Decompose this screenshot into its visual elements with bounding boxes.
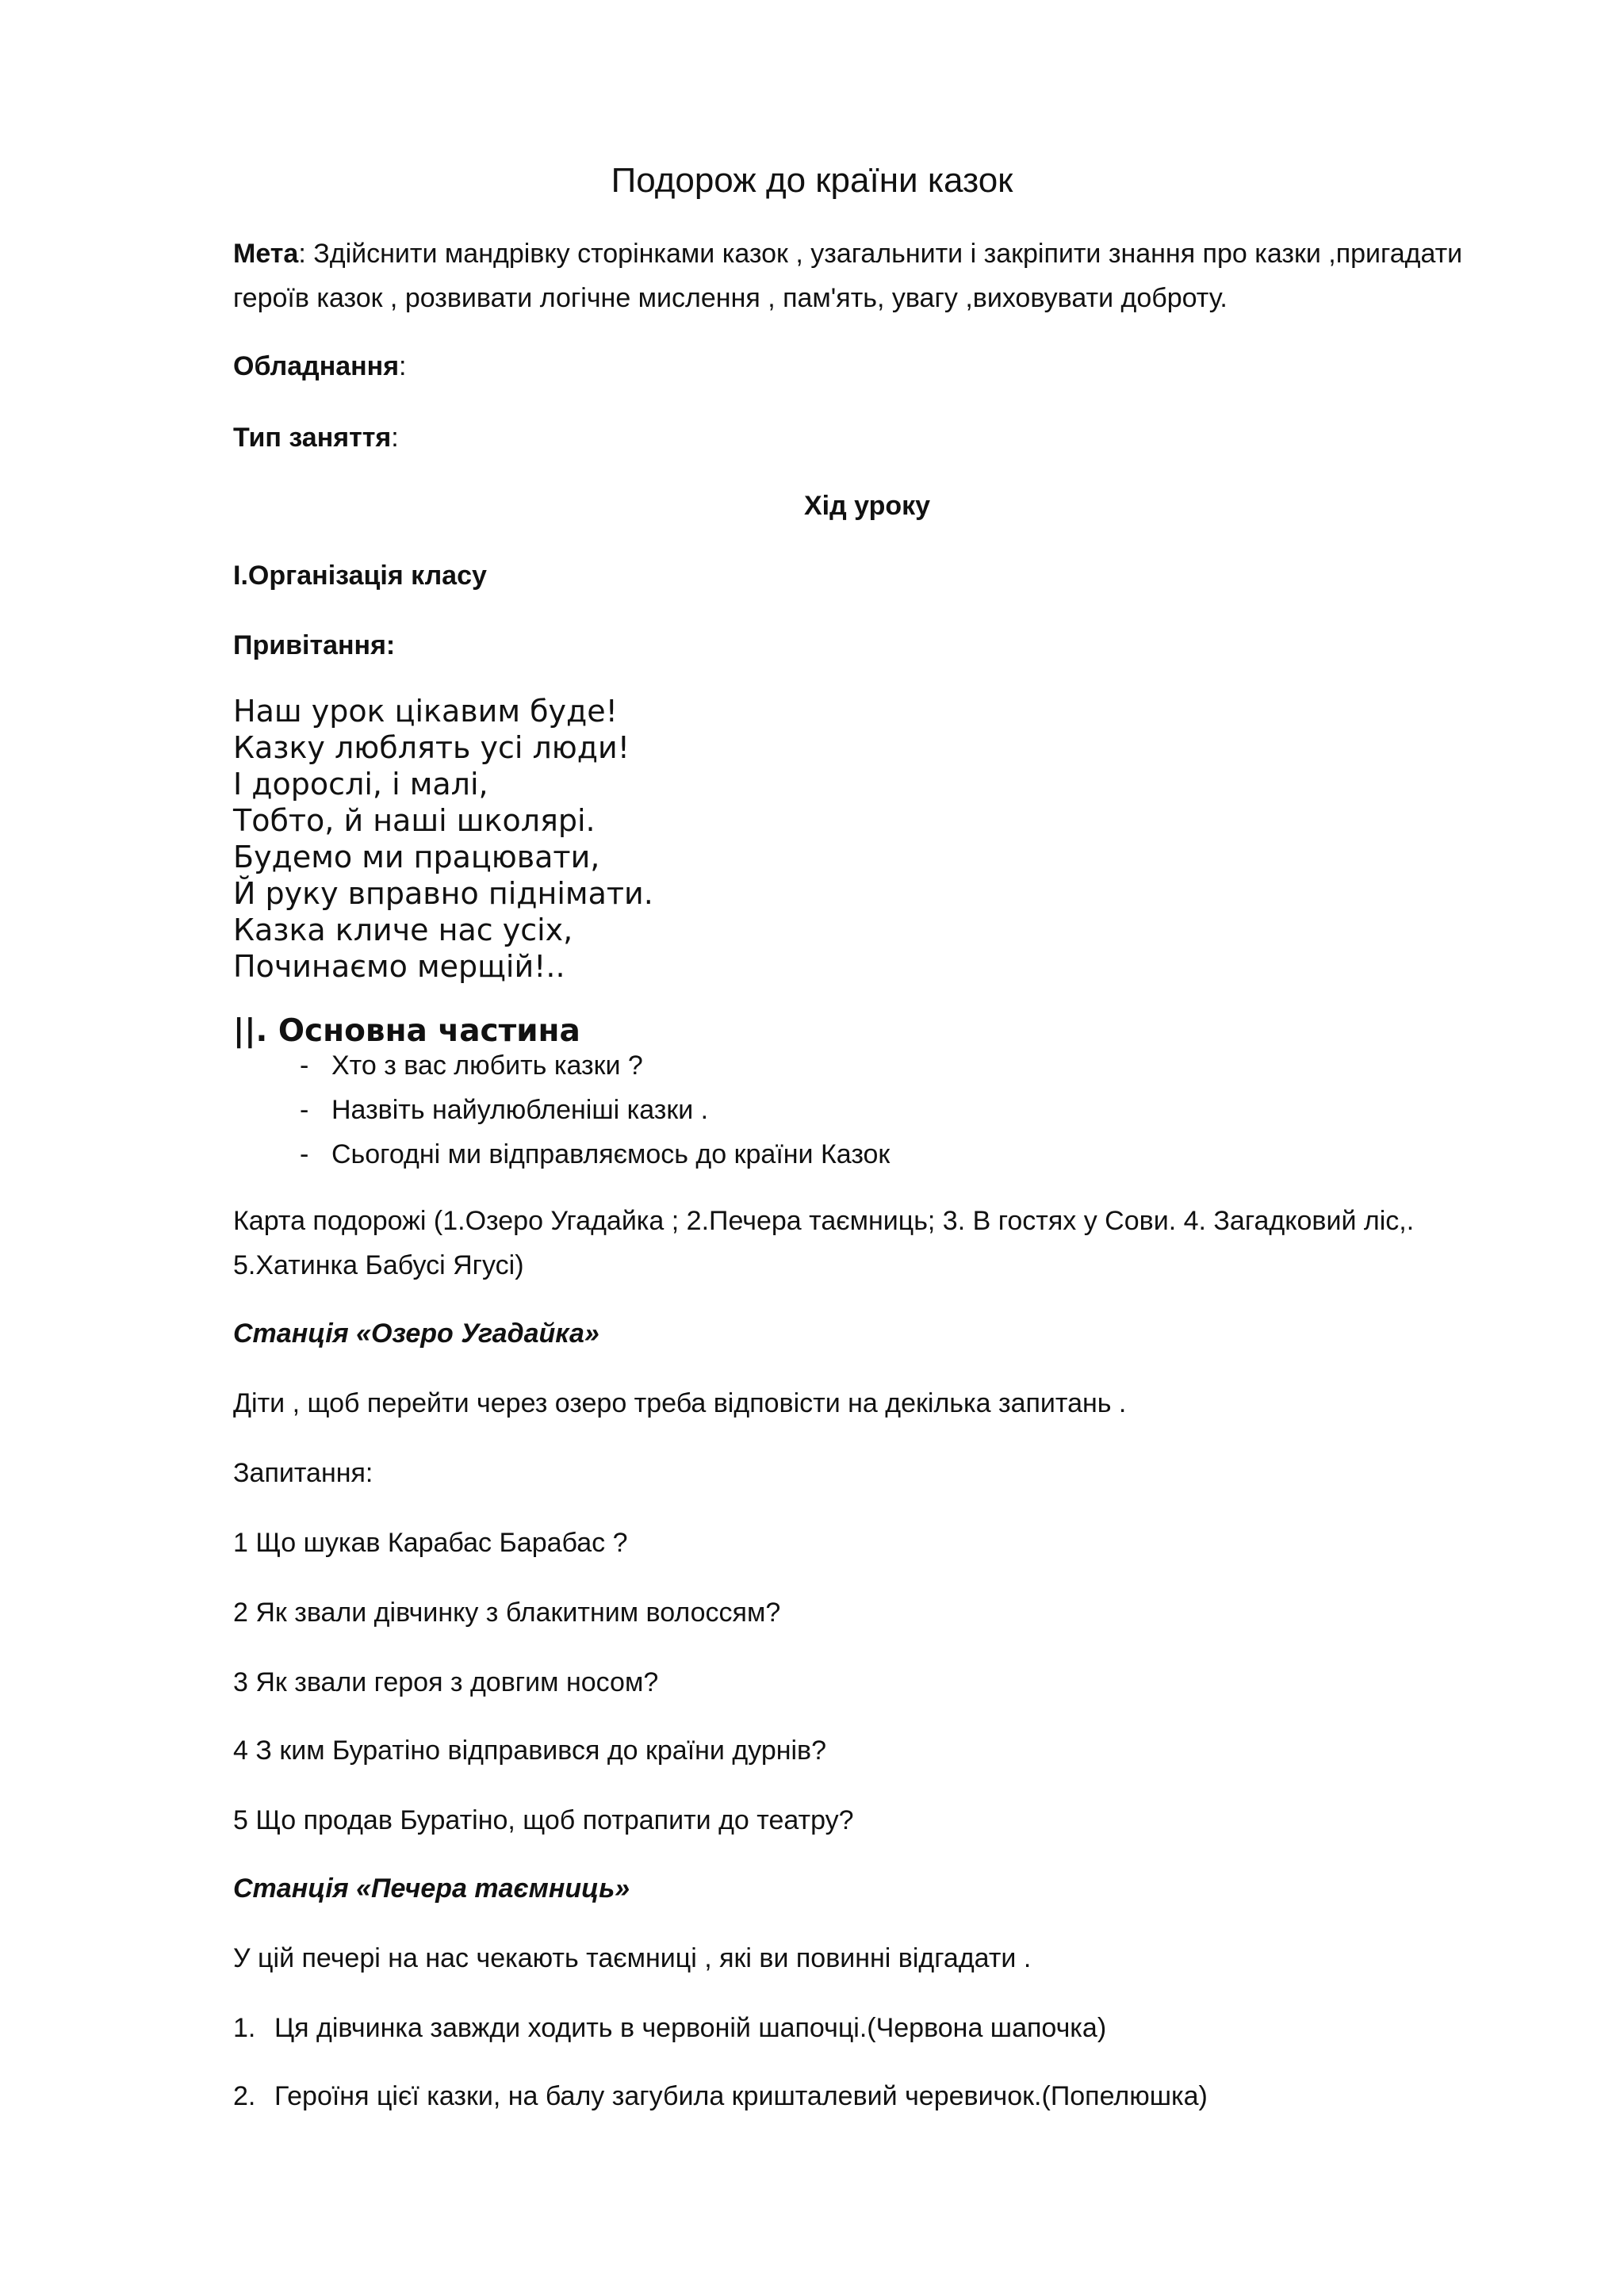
poem-line: Казку люблять усі люди! <box>233 730 630 765</box>
section2-heading: ||. Основна частина <box>233 1013 580 1049</box>
dash-bullet: - <box>300 1095 309 1125</box>
station2-intro: У цій печері на нас чекають таємниці , які ви повинні відгадати . <box>233 1943 1032 1973</box>
document-title: Подорож до країни казок <box>611 161 1013 200</box>
goal-text-1: : Здійснити мандрівку сторінками казок , узагальнити і закріпити знання про казки ,пригадати <box>298 239 1463 269</box>
greeting-poem <box>233 693 653 985</box>
questions-label: Запитання: <box>233 1458 373 1488</box>
poem-line: Казка кличе нас усіх, <box>233 913 573 947</box>
list-item-text: Назвіть найулюбленіші казки . <box>331 1095 709 1125</box>
question-item: 3 Як звали героя з довгим носом? <box>233 1667 659 1697</box>
dash-bullet: - <box>300 1050 309 1081</box>
travel-map-line-2: 5.Хатинка Бабусі Ягусі) <box>233 1250 524 1280</box>
question-item: 2 Як звали дівчинку з блакитним волоссям? <box>233 1598 781 1628</box>
goal-line-2: героїв казок , розвивати логічне мислення , пам'ять, увагу ,виховувати доброту. <box>233 283 1228 313</box>
goal-label: Мета <box>233 239 299 269</box>
station1-intro: Діти , щоб перейти через озеро треба відповісти на декілька запитань . <box>233 1388 1127 1418</box>
lesson-type-label: Тип заняття <box>233 423 392 453</box>
poem-line: І дорослі, і малі, <box>233 767 488 802</box>
question-item: 4 З ким Буратіно відправився до країни дурнів? <box>233 1735 827 1766</box>
poem-line: Будемо ми працювати, <box>233 840 600 874</box>
poem-line: Й руку вправно піднімати. <box>233 876 653 911</box>
riddle-item <box>233 2079 1208 2114</box>
lesson-progress-heading: Хід уроку <box>803 491 931 521</box>
travel-map-line-1: Карта подорожі (1.Озеро Угадайка ; 2.Печера таємниць; 3. В гостях у Сови. 4. Загадковий ліс,. <box>233 1206 1415 1236</box>
equipment-line <box>233 349 407 384</box>
list-item-text: Сьогодні ми відправляємось до країни Казок <box>331 1139 891 1169</box>
riddle-text: Героїня цієї казки, на балу загубила кришталевий черевичок.(Попелюшка) <box>274 2081 1208 2111</box>
station1-heading: Станція «Озеро Угадайка» <box>233 1318 599 1349</box>
riddle-number: 2. <box>233 2081 256 2111</box>
question-item: 1 Що шукав Карабас Барабас ? <box>233 1528 628 1558</box>
question-item: 5 Що продав Буратіно, щоб потрапити до театру? <box>233 1805 854 1835</box>
lesson-type-colon: : <box>391 423 399 453</box>
riddle-text: Ця дівчинка завжди ходить в червоній шапочці.(Червона шапочка) <box>274 2013 1107 2043</box>
station2-heading: Станція «Печера таємниць» <box>233 1873 630 1904</box>
poem-line: Тобто, й наші школярі. <box>233 803 596 838</box>
greeting-heading: Привітання: <box>233 630 396 660</box>
section1-heading: І.Організація класу <box>233 561 487 591</box>
lesson-type-line <box>233 420 399 455</box>
poem-line: Наш урок цікавим буде! <box>233 694 618 729</box>
dash-bullet: - <box>300 1139 309 1169</box>
goal-line-1 <box>233 236 1462 271</box>
riddle-item <box>233 2011 1106 2045</box>
list-item-text: Хто з вас любить казки ? <box>331 1050 643 1081</box>
equipment-label: Обладнання <box>233 351 400 381</box>
riddle-number: 1. <box>233 2013 256 2043</box>
equipment-colon: : <box>399 351 407 381</box>
poem-line: Починаємо мерщій!.. <box>233 949 565 984</box>
